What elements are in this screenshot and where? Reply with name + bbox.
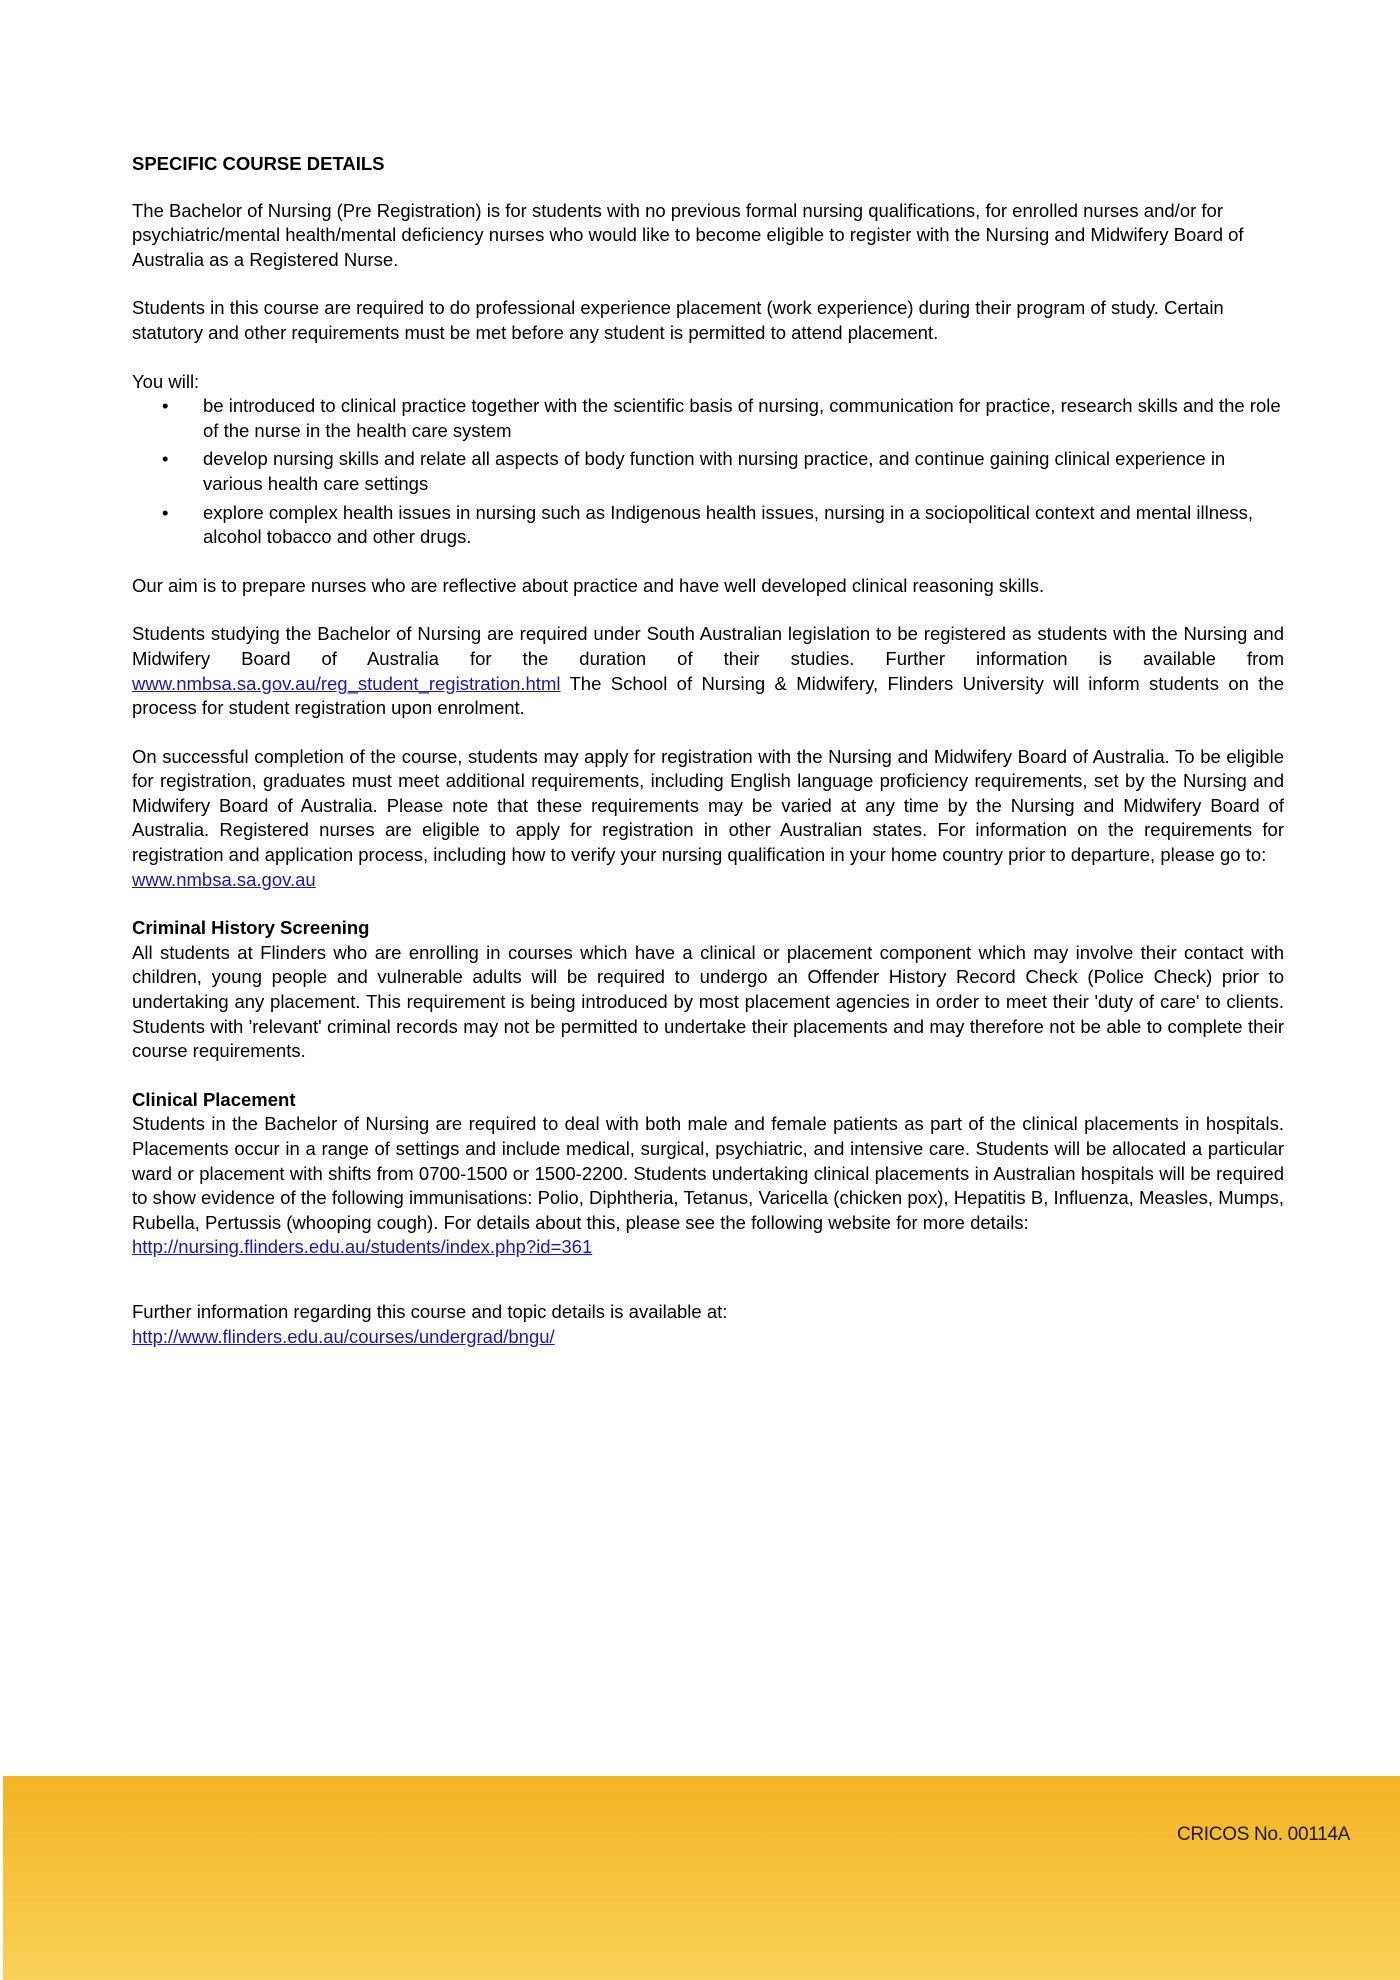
- registration-text-before: Students studying the Bachelor of Nursing are required under South Australian legislation to be registered as students with the Nursing and Midwifery Board of Australia for the duration of their studies. Further information is available from: [132, 623, 1284, 669]
- cricos-number: CRICOS No. 00114A: [1176, 1824, 1350, 1845]
- list-item: • be introduced to clinical practice together with the scientific basis of nursing, communication for practice, research skills and the role of the nurse in the health care system: [203, 394, 1284, 443]
- page-content: [132, 152, 1284, 1349]
- further-info-text: Further information regarding this course and topic details is available at:: [132, 1300, 728, 1322]
- further-info-paragraph: [132, 1300, 1284, 1349]
- intro-paragraph-1: The Bachelor of Nursing (Pre Registration) is for students with no previous formal nursing qualifications, for enrolled nurses and/or for psychiatric/mental health/mental deficiency nurses who would like to become eligible to register with the Nursing and Midwifery Board of Australia as a Registered Nurse.: [132, 199, 1244, 270]
- registration-paragraph: [132, 622, 1284, 720]
- course-details-link[interactable]: http://www.flinders.edu.au/courses/undergrad/bngu/: [132, 1325, 555, 1347]
- clinical-placement-title: Clinical Placement: [132, 1088, 296, 1110]
- completion-paragraph: [132, 745, 1284, 893]
- you-will-label: You will:: [132, 370, 200, 392]
- clinical-placement-text: Students in the Bachelor of Nursing are required to deal with both male and female patients as part of the clinical placements in hospitals. Placements occur in a range of settings and include medical, surgical, psychiatric, and intensive care. Students will be allocated a particular ward or placement with shifts from 0700-1500 or 1500-2200. Students undertaking clinical placements in Australian hospitals will be required to show evidence of the following immunisations: Polio, Diphtheria, Tetanus, Varicella (chicken pox), Hepatitis B, Influenza, Measles, Mumps, Rubella, Pertussis (whooping cough). For details about this, please see the following website for more details:: [132, 1113, 1284, 1233]
- nmbsa-home-link[interactable]: www.nmbsa.sa.gov.au: [132, 868, 316, 890]
- list-item: • explore complex health issues in nursing such as Indigenous health issues, nursing in a sociopolitical context and mental illness, alcohol tobacco and other drugs.: [203, 501, 1284, 550]
- page-heading: SPECIFIC COURSE DETAILS: [132, 153, 385, 174]
- completion-text: On successful completion of the course, students may apply for registration with the Nursing and Midwifery Board of Australia. To be eligible for registration, graduates must meet additional requirements, including English language proficiency requirements, set by the Nursing and Midwifery Board of Australia. Please note that these requirements may be varied at any time by the Nursing and Midwifery Board of Australia. Registered nurses are eligible to apply for registration in other Australian states. For information on the requirements for registration and application process, including how to verify your nursing qualification in your home country prior to departure, please go to:: [132, 745, 1284, 866]
- criminal-history-paragraph: All students at Flinders who are enrolling in courses which have a clinical or placement component which may involve their contact with children, young people and vulnerable adults will be required to undergo an Offender History Record Check (Police Check) prior to undertaking any placement. This requirement is being introduced by most placement agencies in order to meet their 'duty of care' to clients. Students with 'relevant' criminal records may not be permitted to undertake their placements and may therefore not be able to complete their course requirements.: [132, 941, 1284, 1062]
- nursing-students-link[interactable]: http://nursing.flinders.edu.au/students/index.php?id=361: [132, 1236, 593, 1258]
- spacer: [132, 1260, 1284, 1300]
- nmbsa-registration-link[interactable]: www.nmbsa.sa.gov.au/reg_student_registration.html: [132, 672, 561, 694]
- clinical-placement-paragraph: [132, 1112, 1284, 1260]
- criminal-history-title: Criminal History Screening: [132, 917, 370, 939]
- list-item: • develop nursing skills and relate all aspects of body function with nursing practice, and continue gaining clinical experience in various health care settings: [203, 447, 1284, 496]
- outcomes-list: [132, 394, 1284, 550]
- registration-text-after: The School of Nursing & Midwifery, Flinders University will inform students on the process for student registration upon enrolment.: [132, 672, 1284, 719]
- aim-paragraph: Our aim is to prepare nurses who are reflective about practice and have well developed clinical reasoning skills.: [132, 574, 1045, 596]
- intro-paragraph-2: Students in this course are required to do professional experience placement (work experience) during their program of study. Certain statutory and other requirements must be met before any student is permitted to attend placement.: [132, 297, 1224, 343]
- footer-band: [3, 1776, 1400, 1980]
